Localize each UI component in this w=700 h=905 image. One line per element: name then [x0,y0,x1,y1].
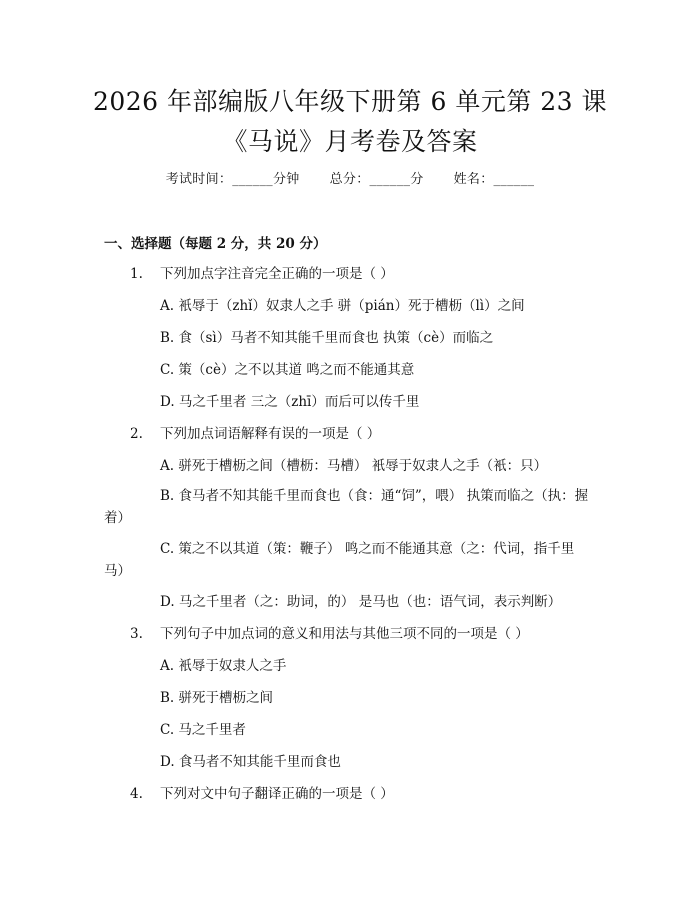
option-2c: C. 策之不以其道（策：鞭子） 鸣之而不能通其意（之：代词，指千里马） [104,541,575,579]
section-heading: 一、选择题（每题 2 分，共 20 分） [104,236,327,252]
option-3b: B. 骈死于槽枥之间 [160,690,274,706]
exam-total-score: 总分：______分 [329,172,424,187]
title-line-2: 《马说》月考卷及答案 [222,127,478,156]
question-number: 1. [130,266,143,282]
question-stem: 下列句子中加点词的意义和用法与其他三项不同的一项是（ ） [160,626,529,642]
option-3d: D. 食马者不知其能千里而食也 [160,754,341,770]
question-1 [130,262,394,282]
exam-meta [0,168,700,187]
option-2d: D. 马之千里者（之：助词，的） 是马也（也：语气词，表示判断） [160,594,562,610]
option-3a: A. 衹辱于奴隶人之手 [160,658,287,674]
option-1b: B. 食（sì）马者不知其能千里而食也 执策（cè）而临之 [160,330,494,346]
question-4 [130,782,394,802]
option-2b: B. 食马者不知其能千里而食也（食：通“饲”，喂） 执策而临之（执：握着） [104,488,589,526]
question-stem: 下列对文中句子翻译正确的一项是（ ） [160,786,394,802]
option-1d: D. 马之千里者 三之（zhī）而后可以传千里 [160,394,420,410]
question-number: 2. [130,426,143,442]
title-line-1: 2026 年部编版八年级下册第 6 单元第 23 课 [92,87,608,116]
option-2a: A. 骈死于槽枥之间（槽枥：马槽） 衹辱于奴隶人之手（衹：只） [160,458,548,474]
question-2 [130,422,380,442]
exam-time: 考试时间：______分钟 [165,172,300,187]
option-1a: A. 衹辱于（zhǐ）奴隶人之手 骈（pián）死于槽枥（lì）之间 [160,298,525,314]
student-name: 姓名：______ [453,172,535,187]
option-1c: C. 策（cè）之不以其道 鸣之而不能通其意 [160,362,415,378]
question-number: 4. [130,786,143,802]
question-stem: 下列加点词语解释有误的一项是（ ） [160,426,381,442]
question-stem: 下列加点字注音完全正确的一项是（ ） [160,266,394,282]
question-number: 3. [130,626,143,642]
question-3 [130,622,529,642]
option-3c: C. 马之千里者 [160,722,246,738]
